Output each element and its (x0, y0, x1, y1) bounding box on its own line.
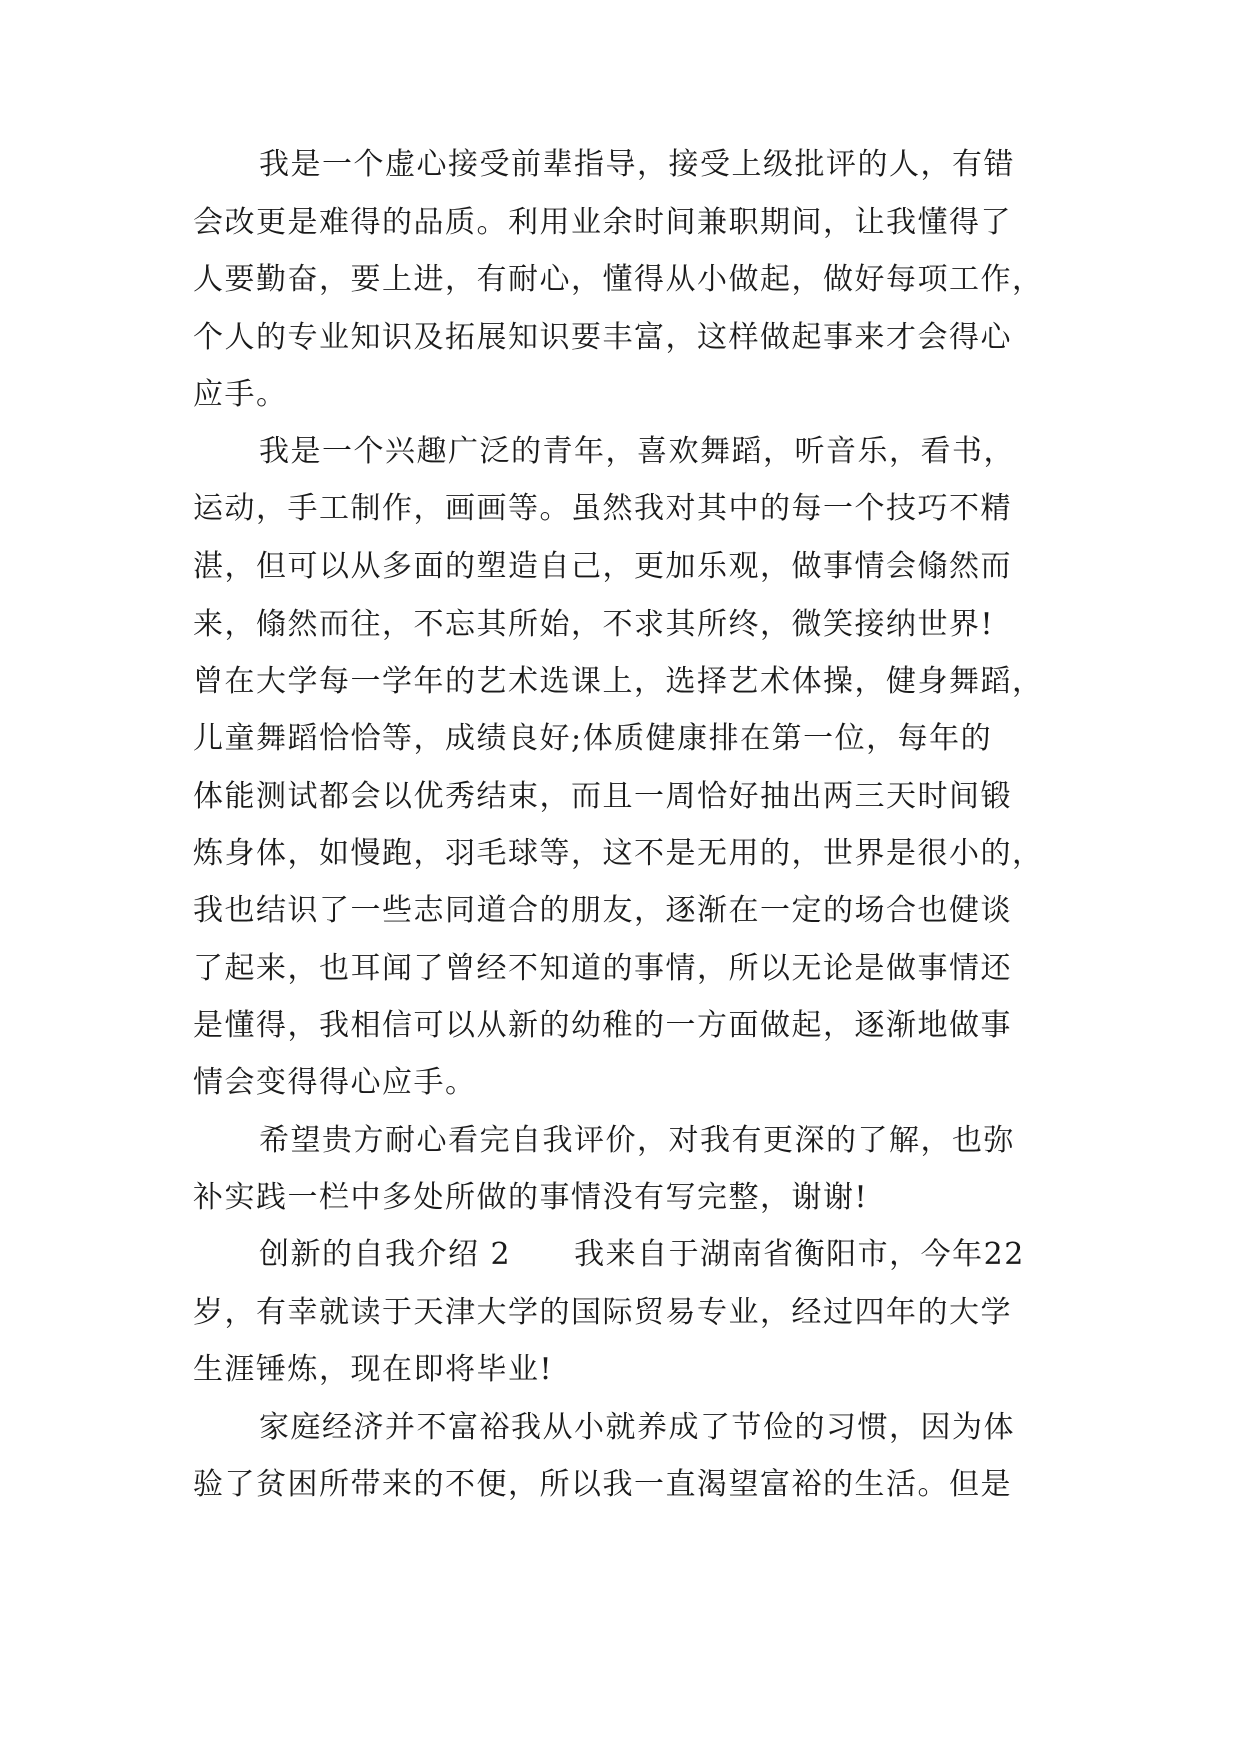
text-line: 我也结识了一些志同道合的朋友，逐渐在一定的场合也健谈 (193, 893, 1012, 928)
text-line: 家庭经济并不富裕我从小就养成了节俭的习惯，因为体 (259, 1410, 1015, 1445)
text-line: 是懂得，我相信可以从新的幼稚的一方面做起，逐渐地做事 (193, 1008, 1012, 1043)
text-line: 希望贵方耐心看完自我评价，对我有更深的了解，也弥 (259, 1123, 1015, 1158)
text-line: 我是一个兴趣广泛的青年，喜欢舞蹈，听音乐，看书， (259, 434, 1015, 469)
text-line: 我是一个虚心接受前辈指导，接受上级批评的人，有错 (259, 147, 1015, 182)
text-line: 儿童舞蹈恰恰等，成绩良好;体质健康排在第一位，每年的 (193, 721, 993, 756)
text-line: 体能测试都会以优秀结束，而且一周恰好抽出两三天时间锻 (193, 779, 1012, 814)
text-line: 运动，手工制作，画画等。虽然我对其中的每一个技巧不精 (193, 491, 1012, 526)
text-line: 湛，但可以从多面的塑造自己，更加乐观，做事情会翛然而 (193, 549, 1012, 584)
text-line: 会改更是难得的品质。利用业余时间兼职期间，让我懂得了 (193, 205, 1012, 240)
text-line: 炼身体，如慢跑，羽毛球等，这不是无用的，世界是很小的， (193, 836, 1044, 871)
text-line: 了起来，也耳闻了曾经不知道的事情，所以无论是做事情还 (193, 951, 1012, 986)
text-line: 情会变得得心应手。 (193, 1065, 477, 1100)
text-line: 验了贫困所带来的不便，所以我一直渴望富裕的生活。但是 (193, 1467, 1012, 1502)
text-line: 岁，有幸就读于天津大学的国际贸易专业，经过四年的大学 (193, 1295, 1012, 1330)
text-line: 来，翛然而往，不忘其所始，不求其所终，微笑接纳世界! (193, 607, 995, 642)
text-line: 创新的自我介绍 2 我来自于湖南省衡阳市，今年22 (259, 1237, 1025, 1272)
text-line: 补实践一栏中多处所做的事情没有写完整，谢谢! (193, 1180, 869, 1215)
text-line: 人要勤奋，要上进，有耐心，懂得从小做起，做好每项工作， (193, 262, 1044, 297)
text-line: 应手。 (193, 377, 288, 412)
text-line: 生涯锤炼，现在即将毕业! (193, 1352, 554, 1387)
text-line: 曾在大学每一学年的艺术选课上，选择艺术体操，健身舞蹈， (193, 664, 1044, 699)
text-line: 个人的专业知识及拓展知识要丰富，这样做起事来才会得心 (193, 320, 1012, 355)
